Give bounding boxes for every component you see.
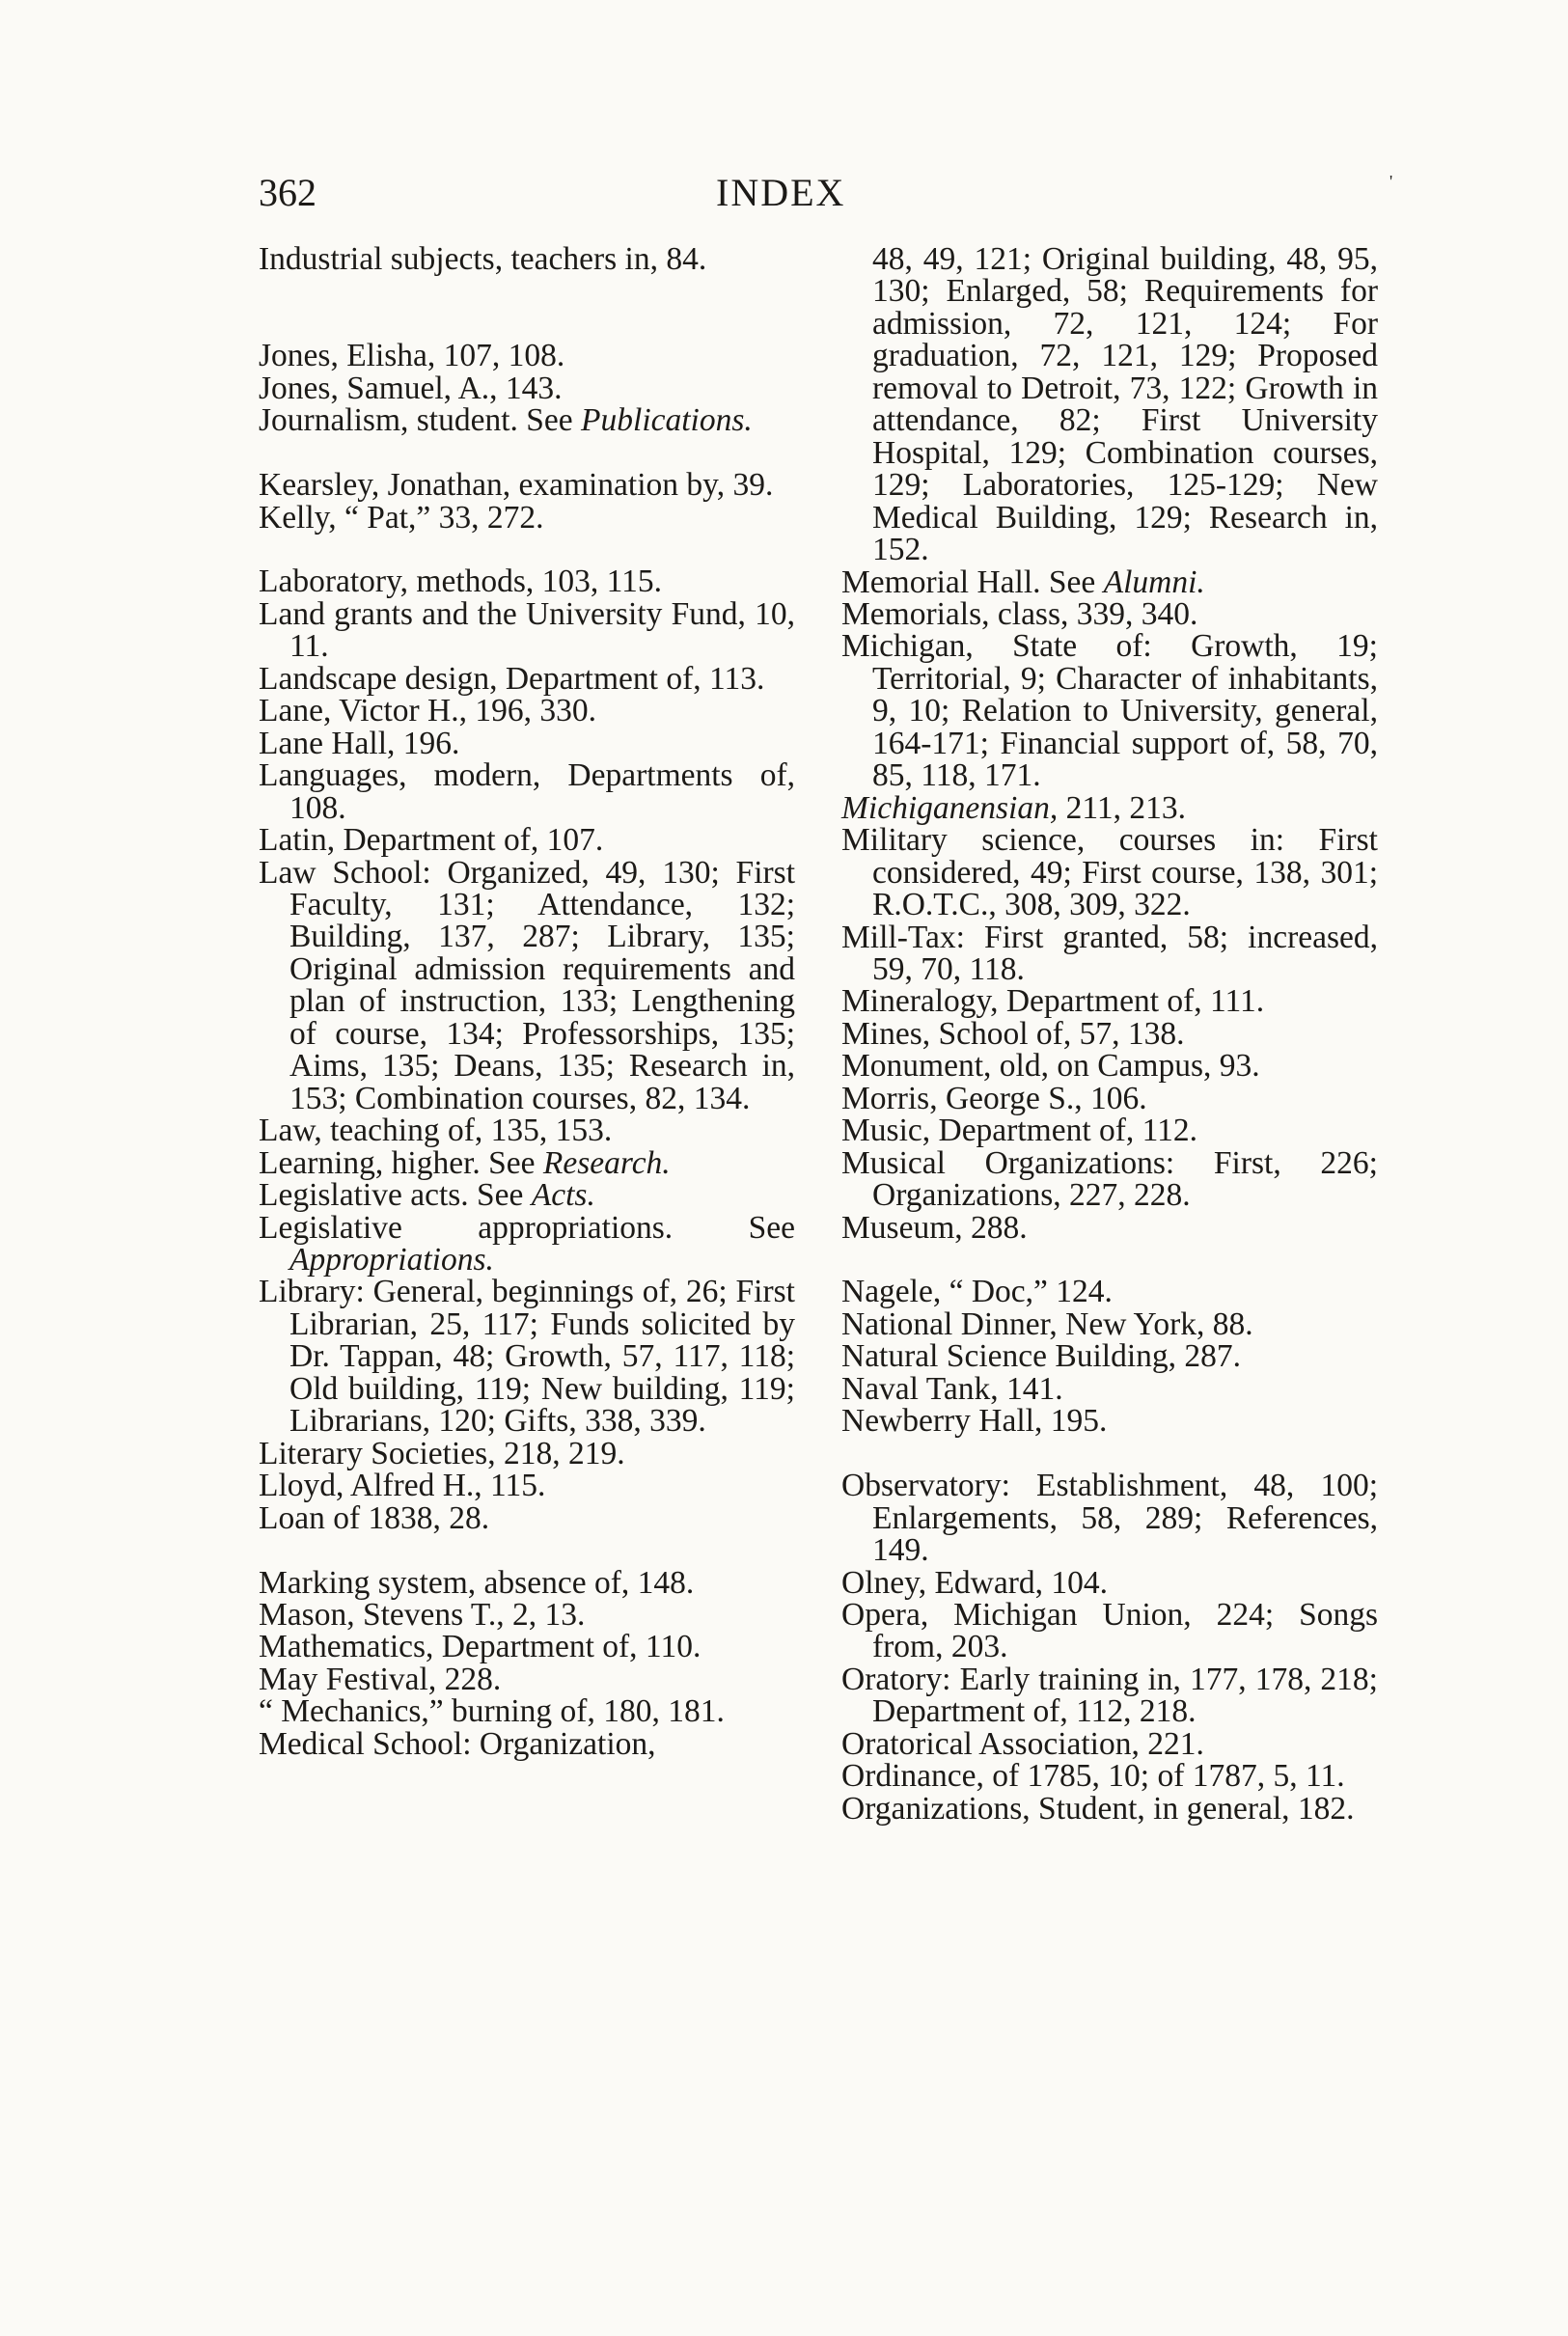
index-entry: Lane, Victor H., 196, 330. [259,693,596,729]
index-entry: Military science, courses in: First considered, 49; First course, 138, 301; R.O.T.C., 308, 309, 322. [841,822,1378,923]
entry-text: 211, 213. [1058,789,1186,826]
index-entry: Literary Societies, 218, 219. [259,1435,625,1471]
page-number: 362 [259,171,316,214]
index-entry: Library: General, beginnings of, 26; First Librarian, 25, 117; Funds solicited by Dr. Tappan, 48; Growth, 57, 117, 118; Old building, 119; New building, 119; Librarians, 120; Gifts, 338, 339. [259,1274,795,1440]
index-column-right [841,243,1378,1825]
index-entry: Medical School: Organization, [259,1725,656,1762]
index-entry: Ordinance, of 1785, 10; of 1787, 5, 11. [841,1758,1345,1795]
cross-reference: Appropriations. [289,1242,494,1278]
entry-text: Legislative appropriations. See [259,1209,795,1246]
index-entry: Marking system, absence of, 148. [259,1564,695,1601]
entry-text: Memorial Hall. See [841,563,1104,600]
index-entry: Olney, Edward, 104. [841,1564,1108,1601]
index-entry: Jones, Elisha, 107, 108. [259,338,565,374]
index-entry: Mines, School of, 57, 138. [841,1015,1185,1052]
index-entry [259,1177,795,1214]
index-entry: Opera, Michigan Union, 224; Songs from, 203. [841,1597,1378,1665]
index-entry: Kearsley, Jonathan, examination by, 39. [259,467,774,504]
entry-text: Legislative acts. See [259,1177,532,1214]
index-entry: Mineralogy, Department of, 111. [841,983,1265,1020]
index-entry: Law, teaching of, 135, 153. [259,1113,613,1149]
index-entry: Laboratory, methods, 103, 115. [259,563,663,600]
index-entry: Newberry Hall, 195. [841,1403,1108,1440]
index-entry: Organizations, Student, in general, 182. [841,1790,1355,1827]
index-entry [841,563,1378,600]
cross-reference: Acts. [531,1177,595,1214]
index-entry: Oratory: Early training in, 177, 178, 218; Department of, 112, 218. [841,1661,1378,1730]
index-entry: Kelly, “ Pat,” 33, 272. [259,499,544,536]
index-entry: Observatory: Establishment, 48, 100; Enlargements, 58, 289; References, 149. [841,1468,1378,1569]
index-entry [259,1209,795,1278]
index-entry: May Festival, 228. [259,1661,502,1697]
index-entry: Law School: Organized, 49, 130; First Faculty, 131; Attendance, 132; Building, 137, 287; Library, 135; Original admission requirements and plan of instruction, 133; Lengthening of course, 134; Professorships, 135; Aims, 135; Deans, 135; Research in, 153; Combination courses, 82, 134. [259,854,795,1116]
cross-reference: Alumni. [1103,563,1205,600]
corner-mark: ' [1389,172,1393,191]
page-title: INDEX [716,171,846,214]
index-entry: Land grants and the University Fund, 10, 11. [259,595,795,665]
index-entry: Musical Organizations: First, 226; Organizations, 227, 228. [841,1144,1378,1214]
index-entry: Loan of 1838, 28. [259,1499,490,1536]
index-entry: Landscape design, Department of, 113. [259,660,765,697]
index-entry: Museum, 288. [841,1209,1028,1246]
entry-text: Journalism, student. See [259,402,582,439]
index-entry: National Dinner, New York, 88. [841,1305,1253,1342]
index-entry: Mill-Tax: First granted, 58; increased, 59, 70, 118. [841,919,1378,987]
cross-reference: Research. [542,1144,671,1181]
index-entry: Mason, Stevens T., 2, 13. [259,1596,586,1633]
index-entry: “ Mechanics,” burning of, 180, 181. [259,1693,725,1730]
index-entry [259,402,795,439]
index-entry: Oratorical Association, 221. [841,1725,1204,1762]
index-entry: Latin, Department of, 107. [259,822,604,859]
italic-heading: Michiganensian, [841,789,1059,826]
index-entry: Lane Hall, 196. [259,725,460,761]
index-entry: Michigan, State of: Growth, 19; Territorial, 9; Character of inhabitants, 9, 10; Relation to University, general, 164-171; Financial support of, 58, 70, 85, 118, 171. [841,628,1378,794]
index-entry: Mathematics, Department of, 110. [259,1629,701,1665]
cross-reference: Publications. [581,402,753,439]
index-entry: Industrial subjects, teachers in, 84. [259,241,707,277]
index-entry: Morris, George S., 106. [841,1080,1147,1116]
index-entry-continued: 48, 49, 121; Original building, 48, 95, 130; Enlarged, 58; Requirements for admission, 72, 121, 124; For graduation, 72, 121, 129; Proposed removal to Detroit, 73, 122; Growth in attendance, 82; First University Hospital, 129; Combination courses, 129; Laboratories, 125-129; New Medical Building, 129; Research in, 152. [872,241,1378,568]
index-entry: Naval Tank, 141. [841,1370,1063,1407]
index-entry: Music, Department of, 112. [841,1113,1198,1149]
index-entry: Languages, modern, Departments of, 108. [259,757,795,826]
index-entry [841,789,1378,826]
index-entry: Lloyd, Alfred H., 115. [259,1468,546,1504]
index-entry: Nagele, “ Doc,” 124. [841,1274,1113,1310]
index-entry: Jones, Samuel, A., 143. [259,370,563,406]
index-entry: Natural Science Building, 287. [841,1338,1242,1375]
index-entry: Monument, old, on Campus, 93. [841,1048,1260,1085]
index-entry [259,1144,795,1181]
index-entry: Memorials, class, 339, 340. [841,595,1198,632]
index-column-left [259,243,795,1760]
entry-text: Learning, higher. See [259,1144,543,1181]
